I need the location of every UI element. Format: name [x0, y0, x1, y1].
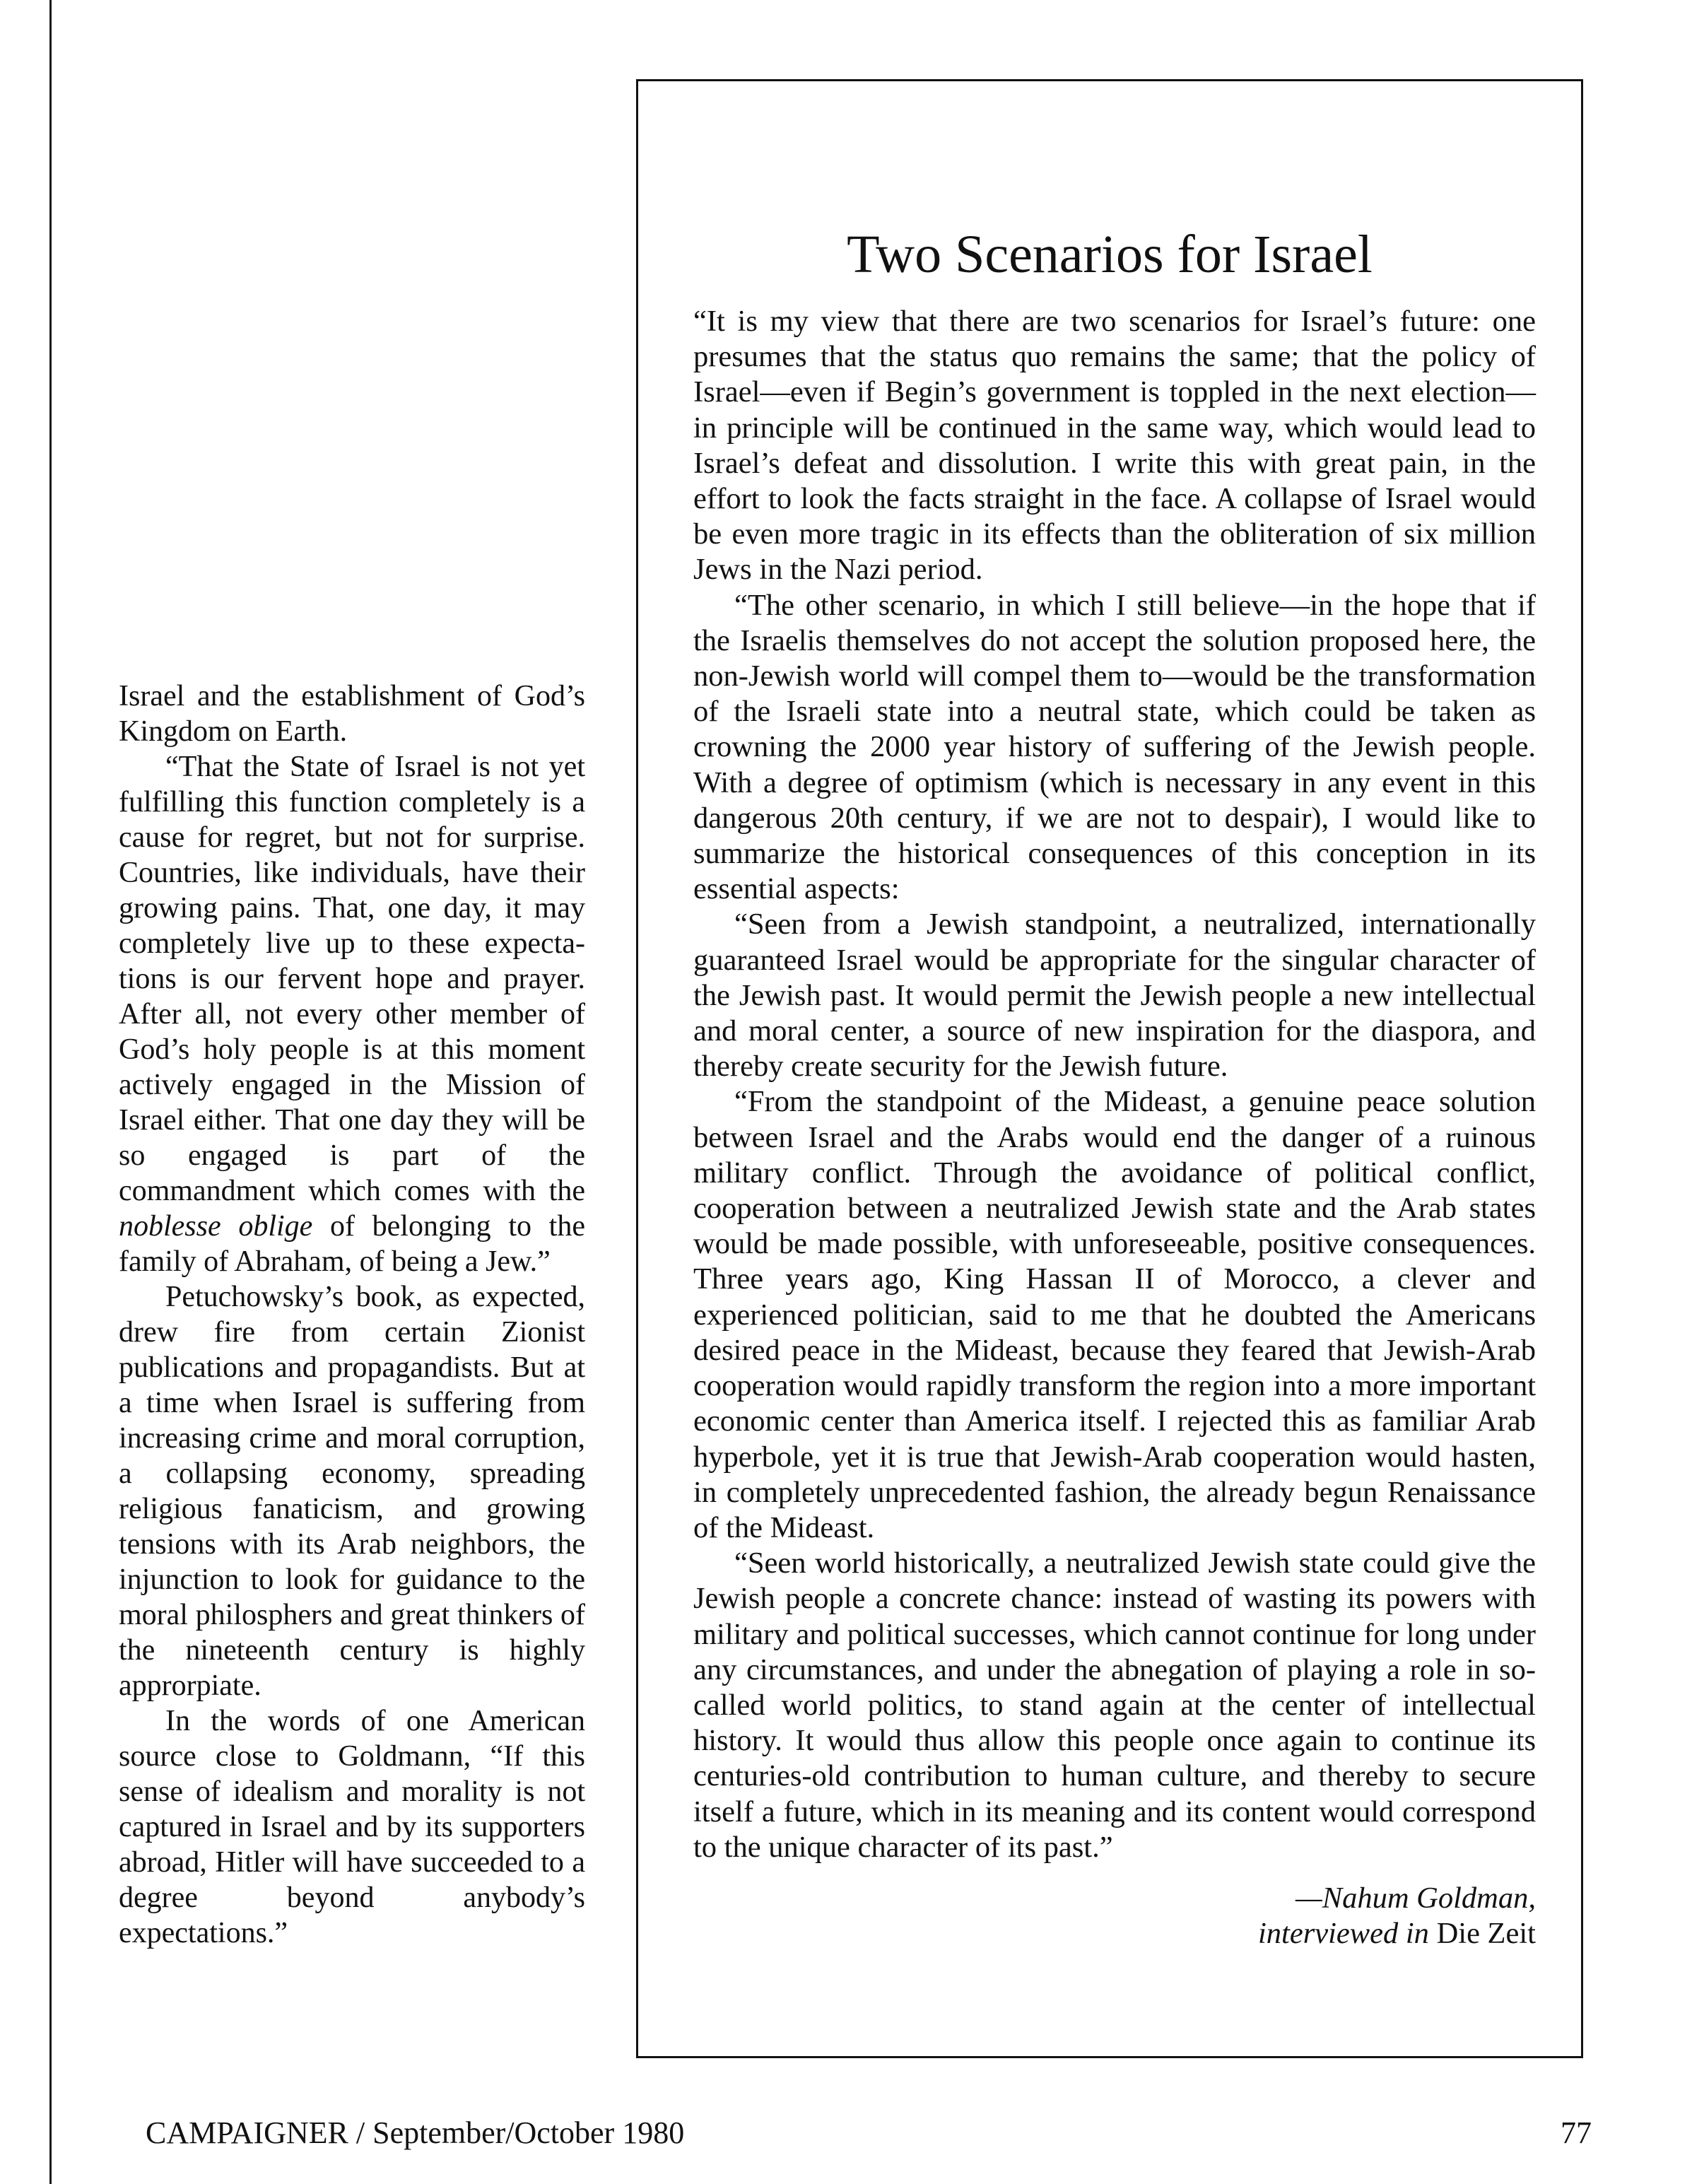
left-paragraph: Petuchowsky’s book, as expected, drew fire from certain Zionist publications and propagandists. But at a time when Israel is suffering from increasing crime and moral corruption, a collapsing economy, spreading religious fanaticism, and growing tensions with its Arab neighbors, the injunction to look for guidance to the moral philosphers and great thinkers of the nineteenth century is highly approrpiate.	[119, 1281, 585, 1702]
sidebar-title: Two Scenarios for Israel	[847, 225, 1373, 284]
sidebar-paragraph: “From the standpoint of the Mideast, a genuine peace solution between Israel and the Arabs would end the danger of a ruinous military conflict. Through the avoidance of political conflict, cooperation between a neutralized Jewish state and the Arab states would be made possible, with unforeseeable, positive consequences. Three years ago, King Hassan II of Morocco, a clever and experienced politician, said to me that he doubted the Americans desired peace in the Mideast, because they feared that Jewish-Arab cooperation would rapidly transform the region into a more important economic center than America itself. I rejected this as familiar Arab hyperbole, yet it is true that Jewish-Arab cooperation would hasten, in completely unprecedented fashion, the already begun Renaissance of the Mideast.	[693, 1085, 1536, 1544]
left-column-text	[119, 679, 585, 1951]
left-paragraph-text: of belonging to the family of Abraham, of being a Jew.”	[119, 1210, 585, 1278]
footer-publication: CAMPAIGNER / September/October 1980	[146, 2115, 685, 2150]
attribution	[693, 1881, 1536, 1951]
sidebar-paragraph: “Seen world historically, a neutralized Jewish state could give the Jewish people a concrete chance: instead of wasting its powers with military and political successes, which cannot continue for long under any circumstances, and under the abnegation of playing a role in so-called world politics, to stand again at the center of intellectual history. It would thus allow this people once again to continue its centuries-old contribution to human culture, and thereby to secure itself a future, which in its meaning and its content would correspond to the unique character of its past.”	[693, 1546, 1536, 1864]
left-paragraph-text: “That the State of Israel is not yet fulfilling this function completely is a cause for regret, but not for surprise. Countries, like individuals, have their growing pains. That, one day, it may completely live up to these expectations is our fervent hope and prayer. After all, not every other member of God’s holy people is at this moment actively engaged in the Mission of Israel either. That one day they will be so engaged is part of the commandment which comes with the	[119, 751, 585, 1207]
attribution-italic: interviewed in	[1257, 1917, 1437, 1951]
sidebar-paragraph: “The other scenario, in which I still believe—in the hope that if the Israelis themselves do not accept the solution proposed here, the non-Jewish world will compel them to—would be the transformation of the Israeli state into a neutral state, which could be taken as crowning the 2000 year history of suffering of the Jewish people. With a degree of optimism (which is necessary in any event in this dangerous 20th century, if we are not to despair), I would like to summarize the historical consequences of this conception in its essential aspects:	[693, 588, 1536, 906]
left-paragraph	[119, 749, 585, 1279]
attribution-name: —Nahum Goldman,	[1295, 1881, 1536, 1915]
sidebar-box	[636, 79, 1583, 2058]
attribution-source	[693, 1916, 1536, 1951]
sidebar-paragraph: “It is my view that there are two scenarios for Israel’s future: one presumes that the status quo remains the same; that the policy of Israel—even if Begin’s government is toppled in the next election—in principle will be continued in the same way, which would lead to Israel’s defeat and dissolution. I write this with great pain, in the effort to look the facts straight in the face. A collapse of Israel would be even more tragic in its effects than the obliteration of six million Jews in the Nazi period.	[693, 305, 1536, 587]
attribution-roman: Die Zeit	[1436, 1917, 1536, 1951]
left-paragraph: In the words of one American source close to Goldmann, “If this sense of idealism and morality is not captured in Israel and by its supporters abroad, Hitler will have succeeded to a degree beyond anybody’s expectations.”	[119, 1705, 585, 1949]
sidebar-text	[693, 304, 1536, 1951]
sidebar-paragraph: “Seen from a Jewish standpoint, a neutralized, internationally guaranteed Israel would be appropriate for the singular character of the Jewish past. It would permit the Jewish people a new intellectual and moral center, a source of new inspiration for the diaspora, and thereby create security for the Jewish future.	[693, 908, 1536, 1084]
left-paragraph: Israel and the establishment of God’s Kingdom on Earth.	[119, 680, 585, 748]
page-edge-line	[49, 0, 52, 2184]
italic-phrase: noblesse oblige	[119, 1210, 313, 1243]
footer-page-number: 77	[1561, 2115, 1592, 2150]
